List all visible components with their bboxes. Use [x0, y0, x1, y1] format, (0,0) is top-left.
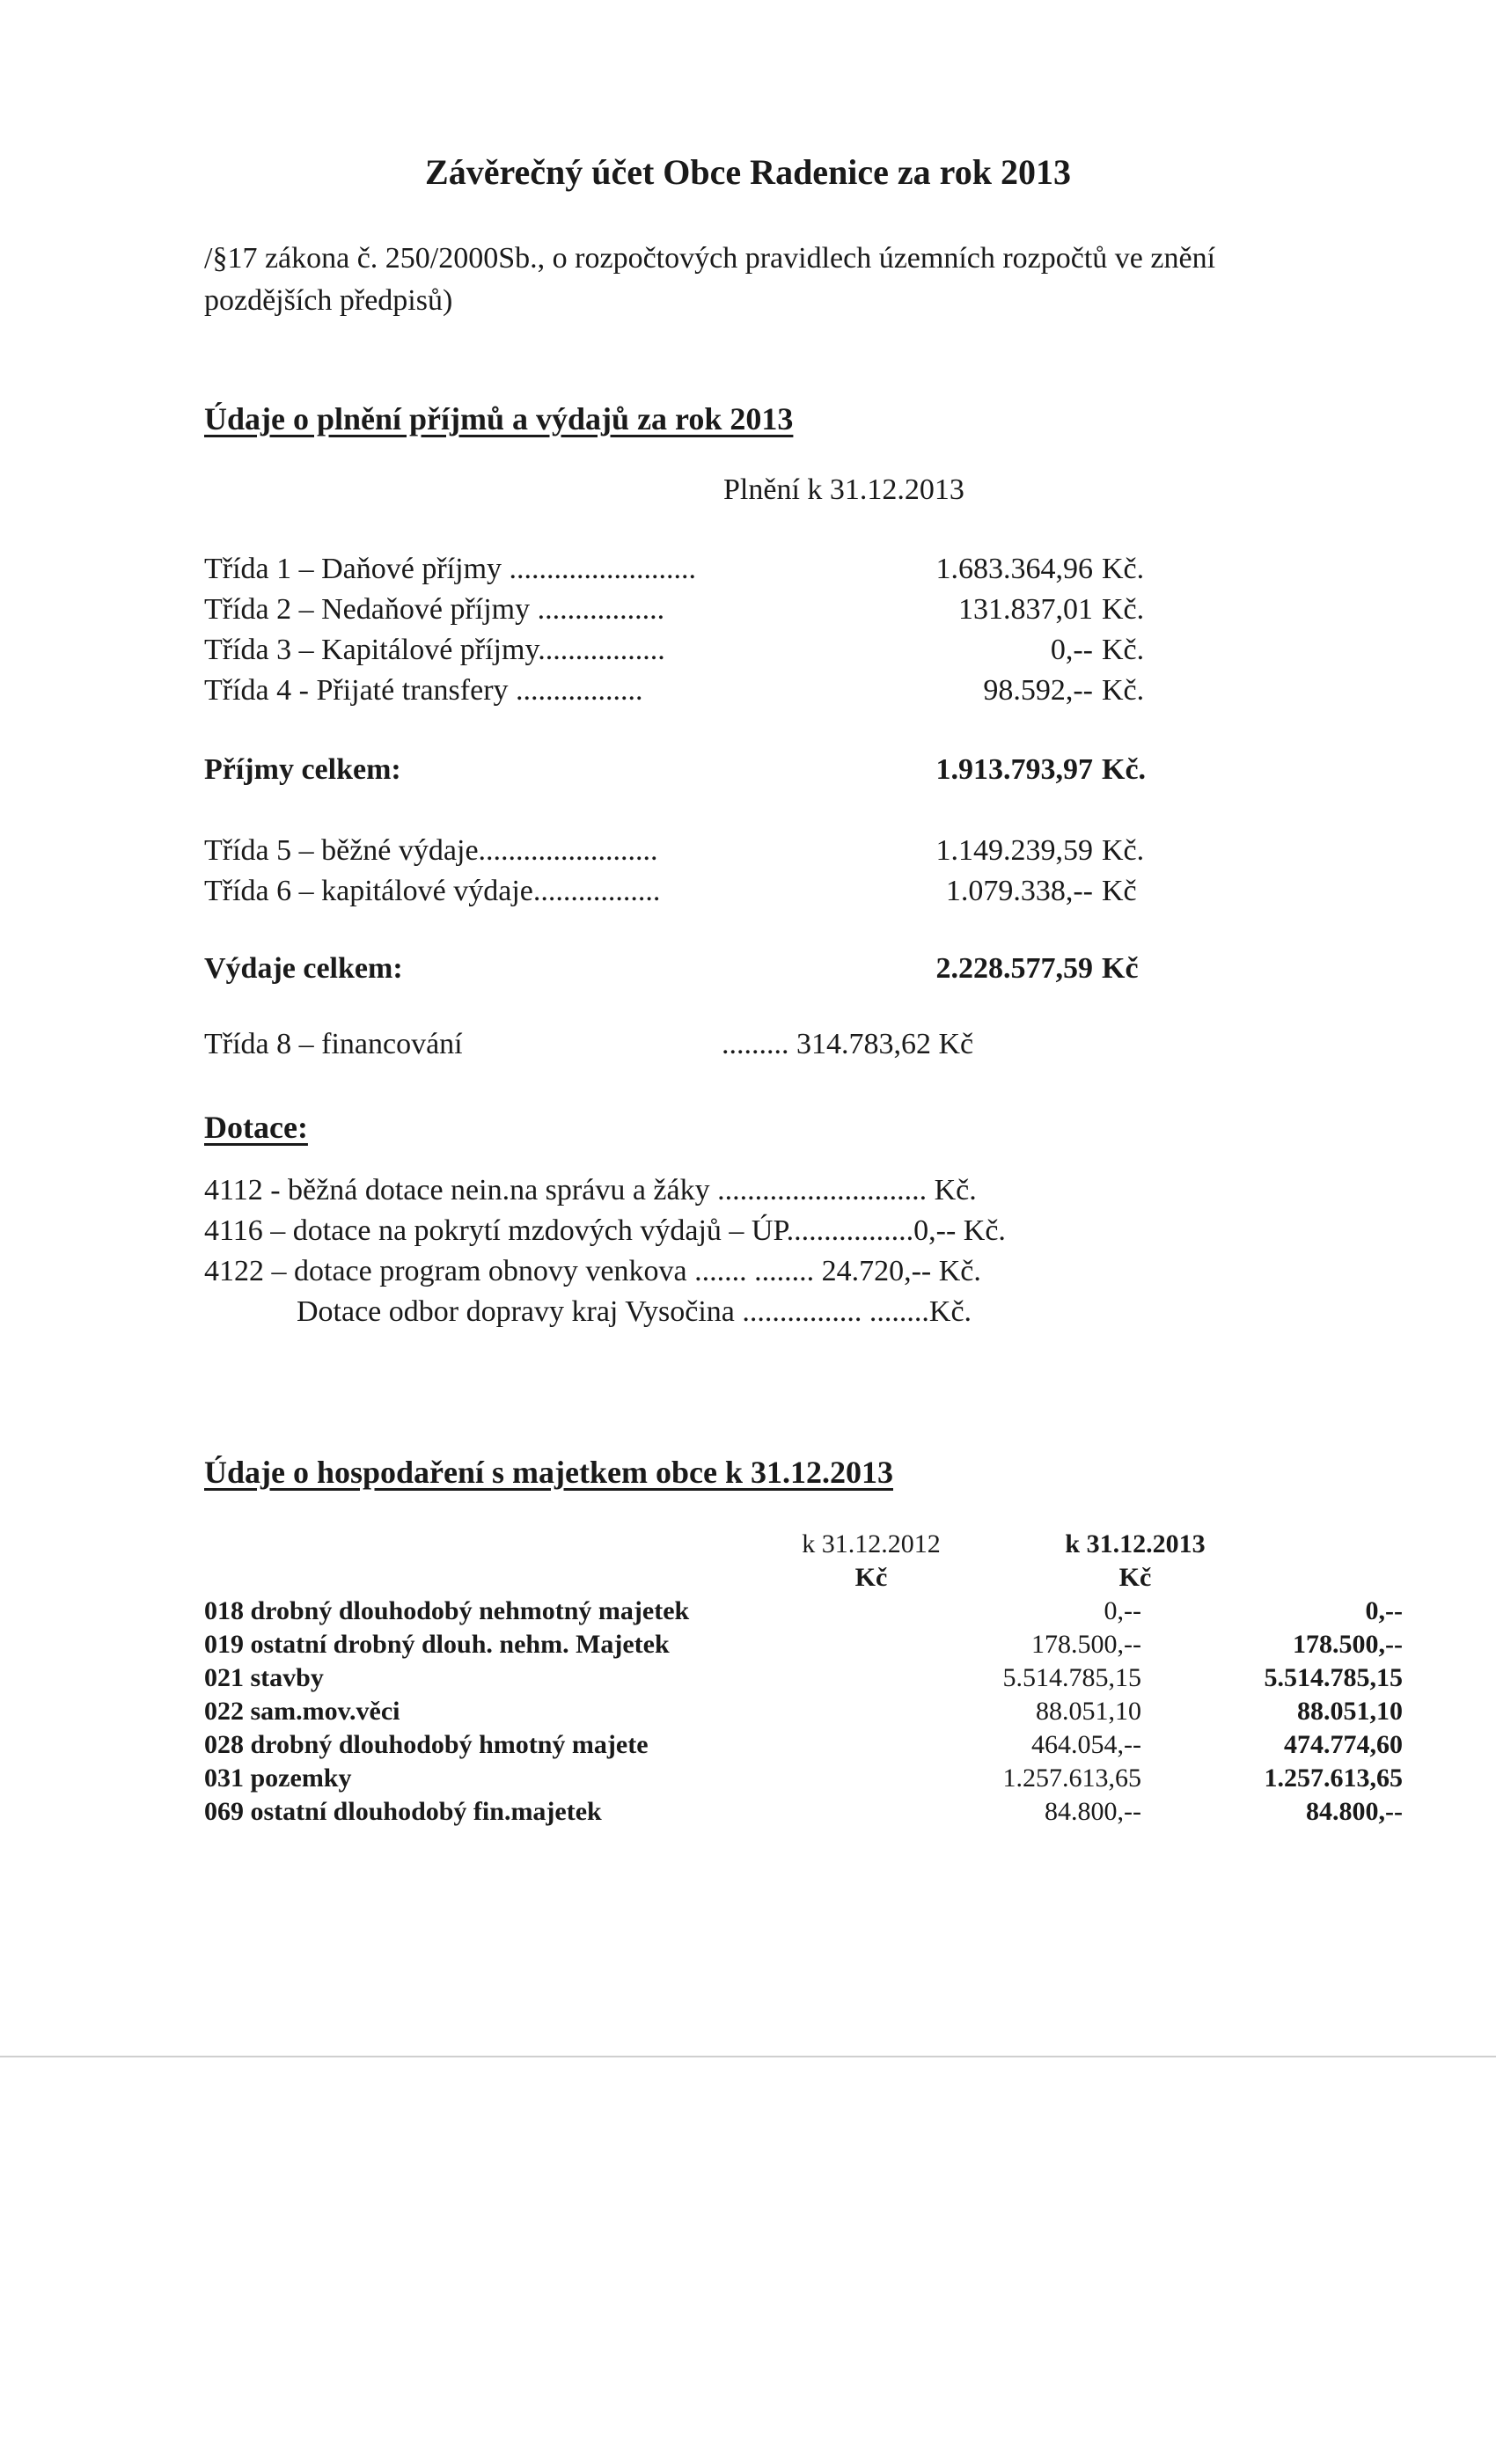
income-total-row — [204, 753, 1278, 794]
asset-name: 069 ostatní dlouhodobý fin.majetek — [204, 1797, 602, 1826]
law-reference: /§17 zákona č. 250/2000Sb., o rozpočtových pravidlech územních rozpočtů ve znění pozdějších předpisů) — [204, 242, 1216, 317]
asset-value-2013: 0,-- — [1365, 1596, 1403, 1625]
total-value: 1.913.793,97 — [935, 753, 1093, 786]
income-row — [204, 634, 1278, 674]
asset-value-2013: 474.774,60 — [1284, 1730, 1403, 1759]
asset-value-2013: 88.051,10 — [1297, 1697, 1403, 1726]
dotace-line: 4122 – dotace program obnovy venkova ....... ........ 24.720,-- Kč. — [204, 1255, 981, 1287]
row-value: 98.592,-- — [983, 674, 1093, 707]
page-divider — [0, 2056, 1496, 2057]
section-heading-dotace: Dotace: — [204, 1110, 308, 1145]
asset-value-2012: 464.054,-- — [1031, 1730, 1141, 1759]
row-value: 0,-- — [1050, 634, 1093, 666]
expense-total-row — [204, 952, 1278, 993]
income-row — [204, 593, 1278, 634]
asset-row — [204, 1663, 1403, 1697]
row-currency: Kč. — [1102, 834, 1145, 867]
row-value: 131.837,01 — [958, 593, 1093, 626]
expense-row — [204, 875, 1278, 915]
total-value: 2.228.577,59 — [935, 952, 1093, 985]
col-header-2013-unit: Kč — [1118, 1563, 1152, 1592]
row-value: 1.683.364,96 — [935, 553, 1093, 585]
asset-row — [204, 1630, 1403, 1663]
financing-value: ......... 314.783,62 Kč — [722, 1028, 974, 1060]
asset-row — [204, 1764, 1403, 1797]
total-label: Příjmy celkem: — [204, 753, 401, 786]
asset-name: 021 stavby — [204, 1663, 324, 1692]
row-label: Třída 1 – Daňové příjmy ......................... — [204, 553, 697, 585]
asset-row — [204, 1697, 1403, 1730]
col-header-2013-date: k 31.12.2013 — [1065, 1529, 1206, 1558]
row-currency: Kč. — [1102, 593, 1145, 626]
asset-value-2013: 178.500,-- — [1293, 1630, 1403, 1659]
row-label: Třída 2 – Nedaňové příjmy ................. — [204, 593, 665, 626]
asset-value-2012: 5.514.785,15 — [1002, 1663, 1141, 1692]
expense-row — [204, 834, 1278, 875]
row-currency: Kč — [1102, 875, 1137, 907]
asset-name: 028 drobný dlouhodobý hmotný majete — [204, 1730, 649, 1759]
total-currency: Kč. — [1102, 753, 1147, 786]
document-title: Závěrečný účet Obce Radenice za rok 2013 — [425, 152, 1071, 192]
dotace-line: 4116 – dotace na pokrytí mzdových výdajů – ÚP.................0,-- Kč. — [204, 1214, 1006, 1247]
asset-value-2013: 5.514.785,15 — [1264, 1663, 1403, 1692]
row-label: Třída 3 – Kapitálové příjmy................. — [204, 634, 665, 666]
total-currency: Kč — [1102, 952, 1139, 985]
row-value: 1.079.338,-- — [945, 875, 1093, 907]
asset-value-2013: 1.257.613,65 — [1264, 1764, 1403, 1793]
asset-value-2012: 0,-- — [1104, 1596, 1141, 1625]
section-heading-assets: Údaje o hospodaření s majetkem obce k 31.12.2013 — [204, 1455, 893, 1490]
asset-name: 018 drobný dlouhodobý nehmotný majetek — [204, 1596, 690, 1625]
row-label: Třída 4 - Přijaté transfery ................. — [204, 674, 643, 707]
asset-name: 019 ostatní drobný dlouh. nehm. Majetek — [204, 1630, 670, 1659]
asset-value-2012: 178.500,-- — [1031, 1630, 1141, 1659]
income-row — [204, 553, 1278, 593]
asset-value-2012: 88.051,10 — [1036, 1697, 1141, 1726]
asset-value-2013: 84.800,-- — [1306, 1797, 1403, 1826]
section-heading-income-expense: Údaje o plnění příjmů a výdajů za rok 2013 — [204, 401, 794, 436]
dotace-line: 4112 - běžná dotace nein.na správu a žáky ............................ Kč. — [204, 1174, 977, 1206]
asset-name: 022 sam.mov.věci — [204, 1697, 400, 1726]
income-row — [204, 674, 1278, 715]
row-value: 1.149.239,59 — [935, 834, 1093, 867]
financing-label: Třída 8 – financování — [204, 1028, 463, 1060]
asset-row — [204, 1596, 1403, 1630]
asset-name: 031 pozemky — [204, 1764, 352, 1793]
col-header-2012-unit: Kč — [854, 1563, 888, 1592]
row-label: Třída 6 – kapitálové výdaje................. — [204, 875, 661, 907]
asset-value-2012: 1.257.613,65 — [1002, 1764, 1141, 1793]
asset-value-2012: 84.800,-- — [1045, 1797, 1141, 1826]
row-label: Třída 5 – běžné výdaje........................ — [204, 834, 658, 867]
row-currency: Kč. — [1102, 634, 1145, 666]
column-label-plneni: Plnění k 31.12.2013 — [723, 473, 964, 506]
col-header-2012-date: k 31.12.2012 — [802, 1529, 941, 1558]
row-currency: Kč. — [1102, 674, 1145, 707]
asset-row — [204, 1797, 1403, 1830]
row-currency: Kč. — [1102, 553, 1145, 585]
total-label: Výdaje celkem: — [204, 952, 403, 985]
asset-row — [204, 1730, 1403, 1764]
dotace-line: Dotace odbor dopravy kraj Vysočina ................ ........Kč. — [297, 1295, 972, 1328]
